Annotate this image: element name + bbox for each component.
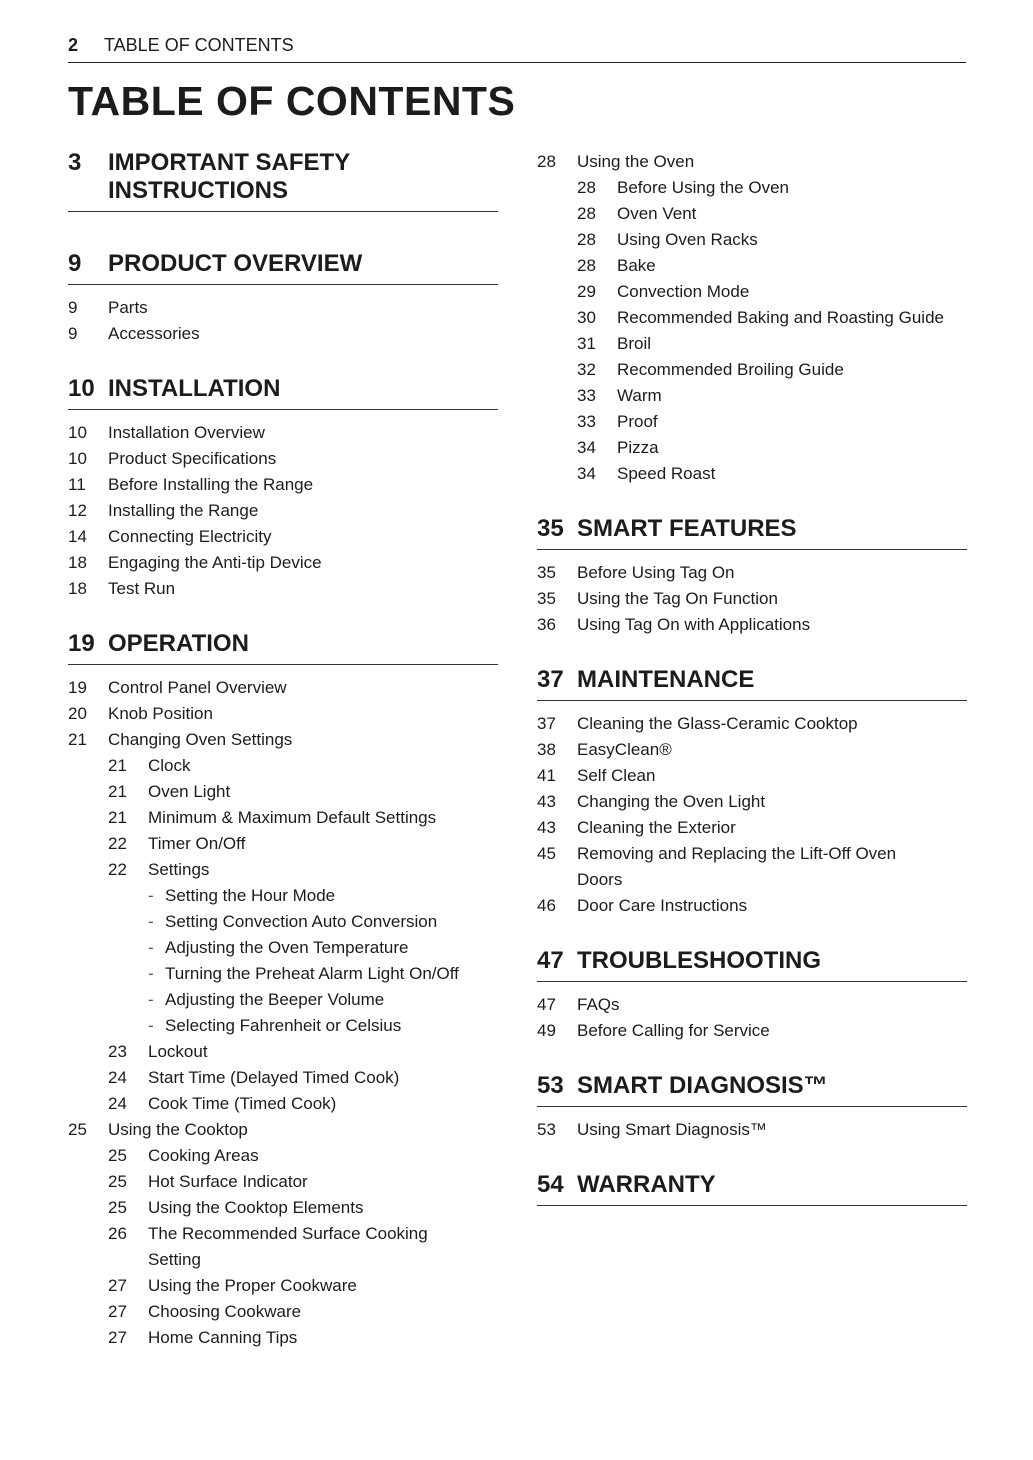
entry-page-number: 12 xyxy=(68,501,87,520)
toc-entry[interactable] xyxy=(68,576,498,602)
entry-page-number: 29 xyxy=(577,282,596,301)
toc-entry[interactable] xyxy=(68,446,498,472)
section-title-line: IMPORTANT SAFETY xyxy=(108,149,351,176)
toc-subentry[interactable] xyxy=(537,175,967,201)
entry-page-number: 28 xyxy=(577,204,596,223)
toc-subentry[interactable] xyxy=(537,435,967,461)
section-heading-safety[interactable] xyxy=(68,149,498,212)
toc-subentry[interactable] xyxy=(68,1325,498,1351)
entry-label: Choosing Cookware xyxy=(148,1302,302,1321)
toc-right-column xyxy=(537,149,967,1206)
section-title: SMART FEATURES xyxy=(577,515,797,542)
toc-entry[interactable] xyxy=(537,992,967,1018)
entry-label: Using Smart Diagnosis™ xyxy=(577,1120,767,1139)
entry-page-number: 49 xyxy=(537,1021,556,1040)
entry-label: Using the Cooktop Elements xyxy=(148,1198,364,1217)
entry-page-number: 9 xyxy=(68,298,78,317)
entry-label: Changing the Oven Light xyxy=(577,792,766,811)
toc-entry[interactable] xyxy=(537,763,967,789)
section-page-number: 3 xyxy=(68,149,82,176)
entry-label: Before Calling for Service xyxy=(577,1021,770,1040)
entry-page-number: 38 xyxy=(537,740,556,759)
section-title: SMART DIAGNOSIS™ xyxy=(577,1072,828,1099)
toc-subentry[interactable] xyxy=(537,201,967,227)
entry-label: The Recommended Surface Cooking Setting xyxy=(148,1224,428,1269)
toc-entry[interactable] xyxy=(68,295,498,321)
toc-subentry[interactable] xyxy=(68,1065,498,1091)
toc-subentry[interactable] xyxy=(537,409,967,435)
entry-page-number: 24 xyxy=(108,1068,127,1087)
entry-label: Oven Light xyxy=(148,782,231,801)
entry-label: Using the Tag On Function xyxy=(577,589,778,608)
entry-label: Pizza xyxy=(617,438,659,457)
toc-entries-smart-diagnosis xyxy=(537,1117,967,1143)
toc-entry[interactable] xyxy=(537,815,967,841)
entry-page-number: 24 xyxy=(108,1094,127,1113)
toc-entry[interactable] xyxy=(537,560,967,586)
entry-label: Using the Cooktop xyxy=(108,1120,248,1139)
toc-entry[interactable] xyxy=(537,1018,967,1044)
section-title xyxy=(108,149,498,205)
toc-bullet-entry[interactable] xyxy=(68,1013,498,1039)
toc-entry[interactable] xyxy=(68,1117,498,1143)
entry-page-number: 22 xyxy=(108,860,127,879)
section-title-line: INSTRUCTIONS xyxy=(108,177,288,204)
entry-label: Cook Time (Timed Cook) xyxy=(148,1094,337,1113)
entry-label: EasyClean® xyxy=(577,740,672,759)
entry-page-number: 21 xyxy=(108,756,127,775)
toc-entries-using-oven xyxy=(537,149,967,487)
entry-label: Speed Roast xyxy=(617,464,716,483)
toc-subentry[interactable] xyxy=(68,1299,498,1325)
entry-label: Changing Oven Settings xyxy=(108,730,293,749)
running-title: TABLE OF CONTENTS xyxy=(104,35,294,55)
entry-label: Recommended Broiling Guide xyxy=(617,360,844,379)
entry-label: Door Care Instructions xyxy=(577,896,748,915)
entry-page-number: 22 xyxy=(108,834,127,853)
entry-label: Using the Oven xyxy=(577,152,695,171)
entry-page-number: 45 xyxy=(537,844,556,863)
entry-label: Product Specifications xyxy=(108,449,277,468)
entry-page-number: 33 xyxy=(577,386,596,405)
entry-label: Broil xyxy=(617,334,652,353)
toc-entry[interactable] xyxy=(537,1117,967,1143)
entry-page-number: 21 xyxy=(68,730,87,749)
entry-page-number: 46 xyxy=(537,896,556,915)
entry-page-number: 28 xyxy=(577,230,596,249)
toc-bullet-entry[interactable] xyxy=(68,909,498,935)
toc-subentry[interactable] xyxy=(537,227,967,253)
entry-page-number: 23 xyxy=(108,1042,127,1061)
toc-entry[interactable] xyxy=(537,586,967,612)
toc-entry[interactable] xyxy=(537,711,967,737)
entry-label: Minimum & Maximum Default Settings xyxy=(148,808,437,827)
entry-label: Cleaning the Glass-Ceramic Cooktop xyxy=(577,714,858,733)
toc-subentry[interactable] xyxy=(68,1273,498,1299)
toc-bullet-entry[interactable] xyxy=(68,883,498,909)
entry-label: Engaging the Anti-tip Device xyxy=(108,553,322,572)
entry-page-number: 32 xyxy=(577,360,596,379)
entry-label: Selecting Fahrenheit or Celsius xyxy=(165,1016,402,1035)
entry-page-number: 41 xyxy=(537,766,556,785)
toc-entries-smart-features xyxy=(537,560,967,638)
entry-label: Before Installing the Range xyxy=(108,475,314,494)
toc-subentry[interactable] xyxy=(68,753,498,779)
entry-page-number: 37 xyxy=(537,714,556,733)
toc-bullet-entry[interactable] xyxy=(68,935,498,961)
entry-label: Adjusting the Oven Temperature xyxy=(165,938,409,957)
toc-entry[interactable] xyxy=(68,524,498,550)
entry-label: Bake xyxy=(617,256,656,275)
entry-page-number: 28 xyxy=(577,256,596,275)
dash-bullet: - xyxy=(148,1016,154,1035)
entry-page-number: 27 xyxy=(108,1302,127,1321)
entry-page-number: 43 xyxy=(537,818,556,837)
page-title: TABLE OF CONTENTS xyxy=(68,78,516,124)
section-heading-installation[interactable] xyxy=(68,375,498,410)
toc-subentry[interactable] xyxy=(537,253,967,279)
entry-page-number: 34 xyxy=(577,438,596,457)
toc-entry[interactable] xyxy=(68,498,498,524)
entry-page-number: 35 xyxy=(537,589,556,608)
entry-page-number: 31 xyxy=(577,334,596,353)
entry-page-number: 10 xyxy=(68,423,87,442)
entry-label: Adjusting the Beeper Volume xyxy=(165,990,385,1009)
toc-entry[interactable] xyxy=(68,727,498,753)
entry-page-number: 34 xyxy=(577,464,596,483)
entry-label: Clock xyxy=(148,756,191,775)
entry-page-number: 30 xyxy=(577,308,596,327)
entry-page-number: 43 xyxy=(537,792,556,811)
toc-entry[interactable] xyxy=(68,550,498,576)
entry-label: Self Clean xyxy=(577,766,656,785)
entry-label: Oven Vent xyxy=(617,204,697,223)
entry-label: Proof xyxy=(617,412,658,431)
entry-label: Removing and Replacing the Lift-Off Oven Doors xyxy=(577,844,897,889)
section-title: PRODUCT OVERVIEW xyxy=(108,250,363,277)
toc-entry[interactable] xyxy=(68,675,498,701)
toc-subentry[interactable] xyxy=(68,1039,498,1065)
toc-entry[interactable] xyxy=(537,737,967,763)
toc-entry[interactable] xyxy=(68,321,498,347)
dash-bullet: - xyxy=(148,964,154,983)
section-title: WARRANTY xyxy=(577,1171,716,1198)
entry-page-number: 10 xyxy=(68,449,87,468)
entry-label: Turning the Preheat Alarm Light On/Off xyxy=(165,964,459,983)
section-page-number: 37 xyxy=(537,666,564,693)
page-number: 2 xyxy=(68,35,79,55)
running-header xyxy=(68,34,966,63)
toc-subentry[interactable] xyxy=(68,805,498,831)
toc-subentry[interactable] xyxy=(537,305,967,331)
entry-label: Knob Position xyxy=(108,704,213,723)
entry-label: Setting Convection Auto Conversion xyxy=(165,912,438,931)
entry-page-number: 21 xyxy=(108,782,127,801)
entry-label: Using the Proper Cookware xyxy=(148,1276,357,1295)
entry-page-number: 19 xyxy=(68,678,87,697)
entry-label: Before Using Tag On xyxy=(577,563,735,582)
entry-page-number: 25 xyxy=(108,1172,127,1191)
toc-subentry[interactable] xyxy=(537,279,967,305)
section-page-number: 47 xyxy=(537,947,564,974)
toc-subentry[interactable] xyxy=(68,779,498,805)
section-heading-smart-diagnosis[interactable] xyxy=(537,1072,967,1107)
toc-subentry[interactable] xyxy=(68,1169,498,1195)
entry-page-number: 25 xyxy=(108,1146,127,1165)
entry-label: Installation Overview xyxy=(108,423,265,442)
entry-page-number: 27 xyxy=(108,1276,127,1295)
entry-label: Installing the Range xyxy=(108,501,259,520)
toc-subentry[interactable] xyxy=(68,831,498,857)
toc-subentry[interactable] xyxy=(537,383,967,409)
entry-page-number: 53 xyxy=(537,1120,556,1139)
entry-label: Using Oven Racks xyxy=(617,230,758,249)
entry-label: Home Canning Tips xyxy=(148,1328,298,1347)
entry-label: Control Panel Overview xyxy=(108,678,287,697)
dash-bullet: - xyxy=(148,886,154,905)
dash-bullet: - xyxy=(148,990,154,1009)
section-title: TROUBLESHOOTING xyxy=(577,947,821,974)
entry-page-number: 25 xyxy=(108,1198,127,1217)
section-heading-smart-features[interactable] xyxy=(537,515,967,550)
entry-label: Warm xyxy=(617,386,662,405)
toc-bullet-entry[interactable] xyxy=(68,961,498,987)
toc-entry[interactable] xyxy=(537,149,967,175)
entry-page-number: 36 xyxy=(537,615,556,634)
section-heading-warranty[interactable] xyxy=(537,1171,967,1206)
section-page-number: 54 xyxy=(537,1171,564,1198)
toc-subentry[interactable] xyxy=(537,461,967,487)
entry-label: Settings xyxy=(148,860,210,879)
toc-subentry[interactable] xyxy=(68,1143,498,1169)
section-heading-operation[interactable] xyxy=(68,630,498,665)
toc-entry[interactable] xyxy=(68,701,498,727)
toc-entry[interactable] xyxy=(68,420,498,446)
section-heading-troubleshooting[interactable] xyxy=(537,947,967,982)
toc-subentry[interactable] xyxy=(537,357,967,383)
entry-label: Hot Surface Indicator xyxy=(148,1172,308,1191)
entry-label: Using Tag On with Applications xyxy=(577,615,811,634)
toc-subentry[interactable] xyxy=(537,331,967,357)
section-page-number: 10 xyxy=(68,375,95,402)
toc-subentry[interactable] xyxy=(68,1091,498,1117)
entry-label: Recommended Baking and Roasting Guide xyxy=(617,308,944,327)
toc-entry[interactable] xyxy=(537,893,967,919)
entry-page-number: 27 xyxy=(108,1328,127,1347)
entry-label: Test Run xyxy=(108,579,176,598)
toc-subentry[interactable] xyxy=(68,1221,498,1273)
entry-label: FAQs xyxy=(577,995,620,1014)
entry-label: Start Time (Delayed Timed Cook) xyxy=(148,1068,400,1087)
toc-entry[interactable] xyxy=(537,612,967,638)
entry-page-number: 11 xyxy=(68,475,86,494)
entry-label: Cooking Areas xyxy=(148,1146,259,1165)
toc-entries-operation xyxy=(68,675,498,1351)
entry-label: Parts xyxy=(108,298,148,317)
entry-page-number: 14 xyxy=(68,527,87,546)
entry-page-number: 28 xyxy=(537,152,556,171)
section-page-number: 35 xyxy=(537,515,564,542)
toc-entry[interactable] xyxy=(537,789,967,815)
toc-subentry[interactable] xyxy=(68,1195,498,1221)
entry-label: Before Using the Oven xyxy=(617,178,789,197)
section-page-number: 9 xyxy=(68,250,82,277)
entry-page-number: 25 xyxy=(68,1120,87,1139)
section-title: OPERATION xyxy=(108,630,249,657)
toc-bullet-entry[interactable] xyxy=(68,987,498,1013)
entry-page-number: 9 xyxy=(68,324,78,343)
entry-page-number: 21 xyxy=(108,808,127,827)
section-title: INSTALLATION xyxy=(108,375,281,402)
toc-entry[interactable] xyxy=(68,472,498,498)
entry-label: Accessories xyxy=(108,324,200,343)
section-heading-maintenance[interactable] xyxy=(537,666,967,701)
entry-page-number: 47 xyxy=(537,995,556,1014)
entry-label: Setting the Hour Mode xyxy=(165,886,336,905)
entry-page-number: 20 xyxy=(68,704,87,723)
toc-entries-product-overview xyxy=(68,295,498,347)
toc-entries-installation xyxy=(68,420,498,602)
entry-page-number: 33 xyxy=(577,412,596,431)
toc-entry[interactable] xyxy=(537,841,967,893)
section-heading-product-overview[interactable] xyxy=(68,250,498,285)
toc-entries-maintenance xyxy=(537,711,967,919)
dash-bullet: - xyxy=(148,912,154,931)
entry-page-number: 28 xyxy=(577,178,596,197)
entry-label: Cleaning the Exterior xyxy=(577,818,736,837)
section-page-number: 53 xyxy=(537,1072,564,1099)
entry-page-number: 18 xyxy=(68,553,87,572)
toc-left-column xyxy=(68,149,498,1351)
entry-page-number: 35 xyxy=(537,563,556,582)
section-title: MAINTENANCE xyxy=(577,666,755,693)
entry-page-number: 26 xyxy=(108,1224,127,1243)
entry-page-number: 18 xyxy=(68,579,87,598)
toc-entries-troubleshooting xyxy=(537,992,967,1044)
section-page-number: 19 xyxy=(68,630,95,657)
entry-label: Convection Mode xyxy=(617,282,750,301)
entry-label: Timer On/Off xyxy=(148,834,246,853)
toc-subentry[interactable] xyxy=(68,857,498,883)
entry-label: Lockout xyxy=(148,1042,208,1061)
dash-bullet: - xyxy=(148,938,154,957)
entry-label: Connecting Electricity xyxy=(108,527,272,546)
